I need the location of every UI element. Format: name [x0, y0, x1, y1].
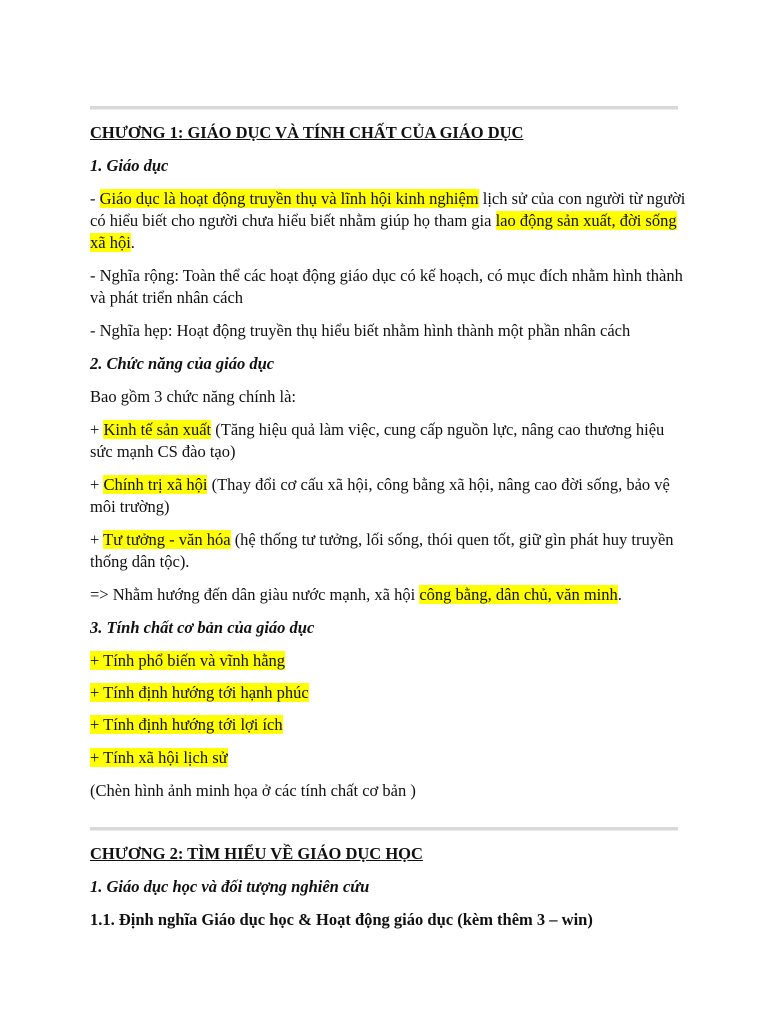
item-prefix: +: [90, 530, 104, 549]
section-heading-giao-duc: 1. Giáo dục: [90, 156, 169, 175]
chapter2-title: CHƯƠNG 2: TÌM HIỂU VỀ GIÁO DỤC HỌC: [90, 844, 423, 863]
section-heading-properties: 3. Tính chất cơ bản của giáo dục: [90, 618, 315, 637]
chapter1-title: CHƯƠNG 1: GIÁO DỤC VÀ TÍNH CHẤT CỦA GIÁO DỤC: [90, 123, 524, 142]
paragraph-end: .: [130, 233, 135, 252]
chapter-divider: [90, 827, 678, 831]
highlight-labor: lao động sản xuất, đời sống xã hội: [90, 211, 677, 252]
illustration-note: (Chèn hình ảnh minh họa ở các tính chất cơ bản ): [90, 781, 416, 800]
highlight-politics: Chính trị xã hội: [103, 475, 208, 494]
property-item: [90, 682, 690, 704]
broad-meaning-paragraph: - Nghĩa rộng: Toàn thể các hoạt động giáo dục có kế hoạch, có mục đích nhằm hình thành và phát triển nhân cách: [90, 266, 683, 307]
paragraph-text: lịch sử của con người từ người có hiểu biết cho người chưa hiểu biết nhằm giúp họ tham gia: [90, 189, 686, 230]
highlight-economy: Kinh tế sản xuất: [103, 420, 212, 439]
property-item: [90, 747, 690, 769]
highlight-culture: Tư tưởng - văn hóa: [103, 530, 231, 549]
paragraph-prefix: -: [90, 189, 100, 208]
property-item: [90, 714, 690, 736]
section-heading-functions: 2. Chức năng của giáo dục: [90, 354, 275, 373]
chapter2-subsection-heading: 1.1. Định nghĩa Giáo dục học & Hoạt động giáo dục (kèm thêm 3 – win): [90, 910, 593, 929]
property-item-text: + Tính định hướng tới hạnh phúc: [90, 683, 309, 702]
conclusion-end: .: [617, 585, 622, 604]
top-divider: [90, 106, 678, 110]
function-item: [90, 474, 690, 518]
conclusion-text: => Nhằm hướng đến dân giàu nước mạnh, xã hội: [90, 585, 420, 604]
highlight-conclusion: công bằng, dân chủ, văn minh: [419, 585, 618, 604]
item-prefix: +: [90, 420, 104, 439]
function-item: [90, 419, 690, 463]
highlight-definition: Giáo dục là hoạt động truyền thụ và lĩnh hội kinh nghiệm: [99, 189, 479, 208]
conclusion-paragraph: [90, 584, 690, 606]
item-text: (hệ thống tư tưởng, lối sống, thói quen tốt, giữ gìn phát huy truyền thống dân tộc).: [90, 530, 674, 571]
property-item-text: + Tính phổ biến và vĩnh hằng: [90, 651, 286, 670]
chapter2-section-heading: 1. Giáo dục học và đối tượng nghiên cứu: [90, 877, 370, 896]
item-text: (Tăng hiệu quả làm việc, cung cấp nguồn lực, nâng cao thương hiệu sức mạnh CS đào tạo): [90, 420, 665, 461]
functions-intro: Bao gồm 3 chức năng chính là:: [90, 387, 296, 406]
property-item: [90, 650, 690, 672]
property-item-text: + Tính xã hội lịch sử: [90, 748, 228, 767]
narrow-meaning-paragraph: - Nghĩa hẹp: Hoạt động truyền thụ hiểu biết nhằm hình thành một phần nhân cách: [90, 321, 631, 340]
item-text: (Thay đổi cơ cấu xã hội, công bằng xã hội, nâng cao đời sống, bảo vệ môi trường): [90, 475, 670, 516]
definition-paragraph: [90, 188, 690, 254]
item-prefix: +: [90, 475, 104, 494]
property-item-text: + Tính định hướng tới lợi ích: [90, 715, 283, 734]
function-item: [90, 529, 690, 573]
